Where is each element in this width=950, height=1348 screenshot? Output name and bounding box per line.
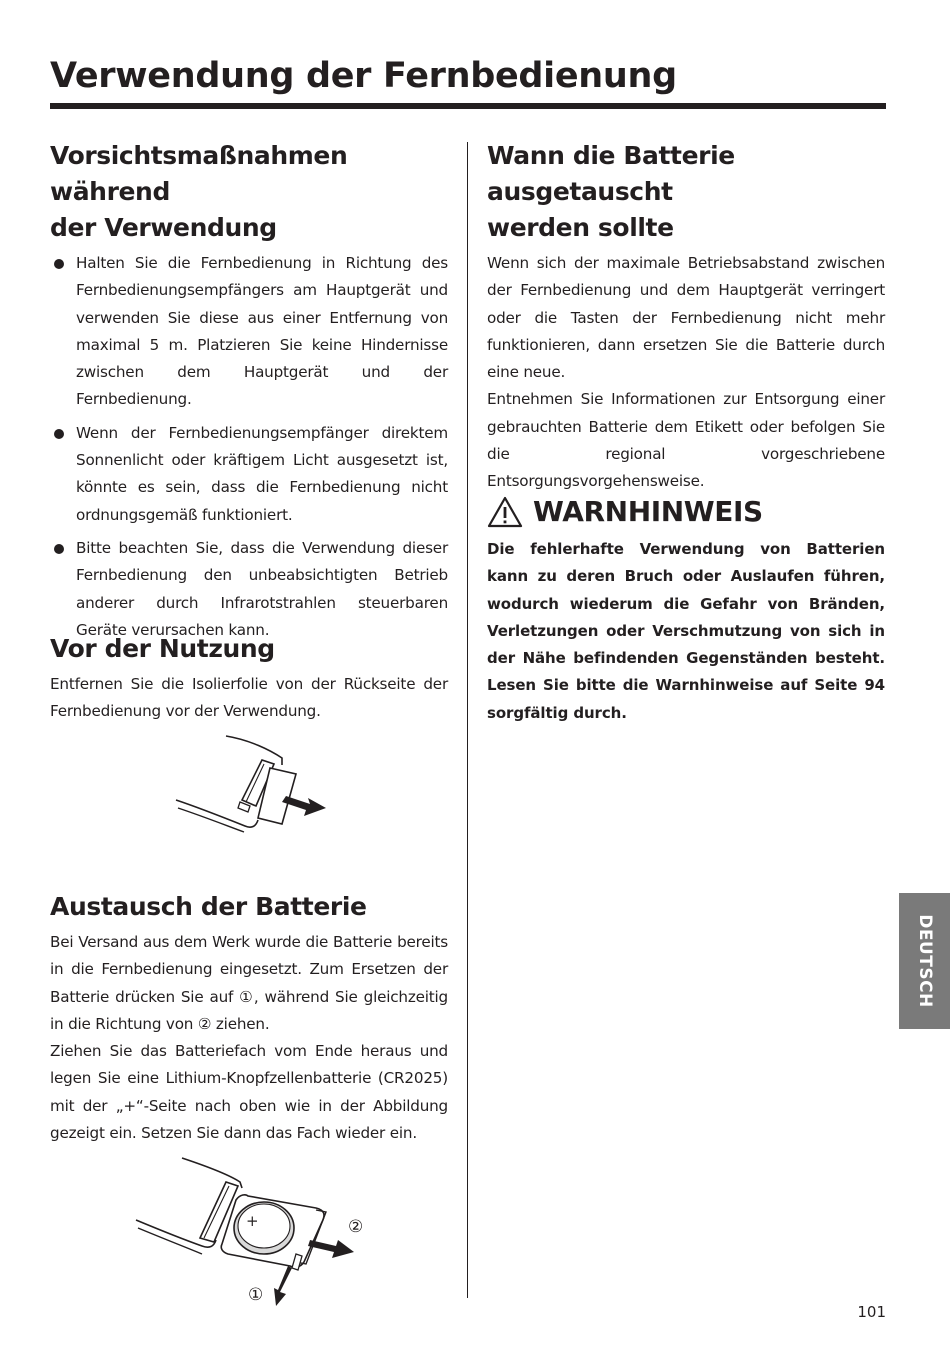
section-before-use (50, 631, 448, 726)
warning-header (487, 494, 885, 530)
precautions-heading-line1: Vorsichtsmaßnahmen während (50, 141, 348, 206)
remote-film-illustration (170, 730, 340, 840)
page-number: 101 (857, 1303, 886, 1321)
language-tab (899, 893, 950, 1029)
section-battery-replacement (50, 889, 448, 1147)
bullet-dot-icon (54, 259, 64, 269)
list-item (50, 535, 448, 644)
label-2: ② (348, 1217, 364, 1237)
list-item (50, 420, 448, 529)
section-when-replace (487, 138, 885, 496)
list-item (50, 250, 448, 414)
page-title: Verwendung der Fernbedienung (50, 56, 677, 96)
precautions-heading (50, 138, 448, 246)
when-replace-heading-line1: Wann die Batterie ausgetauscht (487, 141, 735, 206)
bullet-dot-icon (54, 544, 64, 554)
precautions-list (50, 250, 448, 644)
label-1: ① (248, 1285, 264, 1305)
bullet-dot-icon (54, 429, 64, 439)
title-rule (50, 103, 886, 109)
precaution-text: Bitte beachten Sie, dass die Verwendung dieser Fernbedienung den unbeabsichtigten Betrieb anderer durch Infrarotstrahlen steuerbaren Geräte verursachen kann. (76, 538, 448, 639)
battery-replacement-text-2: Ziehen Sie das Batteriefach vom Ende heraus und legen Sie eine Lithium-Knopfzellenbatterie (CR2025) mit der „+“-Seite nach oben wie in der Abbildung gezeigt ein. Setzen Sie dann das Fach wieder ein. (50, 1042, 448, 1143)
when-replace-heading (487, 138, 885, 246)
battery-replacement-heading: Austausch der Batterie (50, 892, 367, 921)
section-warning (487, 494, 885, 727)
when-replace-text-2: Entnehmen Sie Informationen zur Entsorgung einer gebrauchten Batterie dem Etikett oder befolgen Sie die regional vorgeschriebene Entsorgungsvorgehensweise. (487, 390, 885, 491)
before-use-text: Entfernen Sie die Isolierfolie von der Rückseite der Fernbedienung vor der Verwendung. (50, 675, 448, 721)
language-tab-label: DEUTSCH (914, 914, 935, 1008)
battery-tray-illustration (130, 1150, 380, 1310)
precaution-text: Wenn der Fernbedienungsempfänger direktem Sonnenlicht oder kräftigem Licht ausgesetzt ist, könnte es sein, dass die Fernbedienung nicht ordnungsgemäß funktioniert. (76, 423, 448, 524)
warning-heading: WARNHINWEIS (533, 495, 763, 528)
column-divider (467, 142, 468, 1298)
precautions-heading-line2: der Verwendung (50, 213, 277, 242)
battery-replacement-text-1: Bei Versand aus dem Werk wurde die Batterie bereits in die Fernbedienung eingesetzt. Zum Ersetzen der Batterie drücken Sie auf ①, während Sie gleichzeitig in die Richtung von ② ziehen. (50, 933, 448, 1033)
section-precautions (50, 138, 448, 650)
battery-plus-sign: + (246, 1212, 259, 1230)
before-use-heading: Vor der Nutzung (50, 634, 275, 663)
warning-text: Die fehlerhafte Verwendung von Batterien kann zu deren Bruch oder Auslaufen führen, wodurch wiederum die Gefahr von Bränden, Verletzungen oder Verschmutzung von sich in der Nähe befindenden Gegenständen besteht. Lesen Sie bitte die Warnhinweise auf Seite 94 sorgfältig durch. (487, 540, 885, 722)
when-replace-text-1: Wenn sich der maximale Betriebsabstand zwischen der Fernbedienung und dem Hauptgerät verringert oder die Tasten der Fernbedienung nicht mehr funktionieren, dann ersetzen Sie die Batterie durch eine neue. (487, 254, 885, 382)
warning-triangle-icon (487, 496, 523, 528)
precaution-text: Halten Sie die Fernbedienung in Richtung des Fernbedienungsempfängers am Hauptgerät und verwenden Sie diese aus einer Entfernung von maximal 5 m. Platzieren Sie keine Hindernisse zwischen dem Hauptgerät und der Fernbedienung. (76, 254, 448, 409)
when-replace-heading-line2: werden sollte (487, 213, 674, 242)
